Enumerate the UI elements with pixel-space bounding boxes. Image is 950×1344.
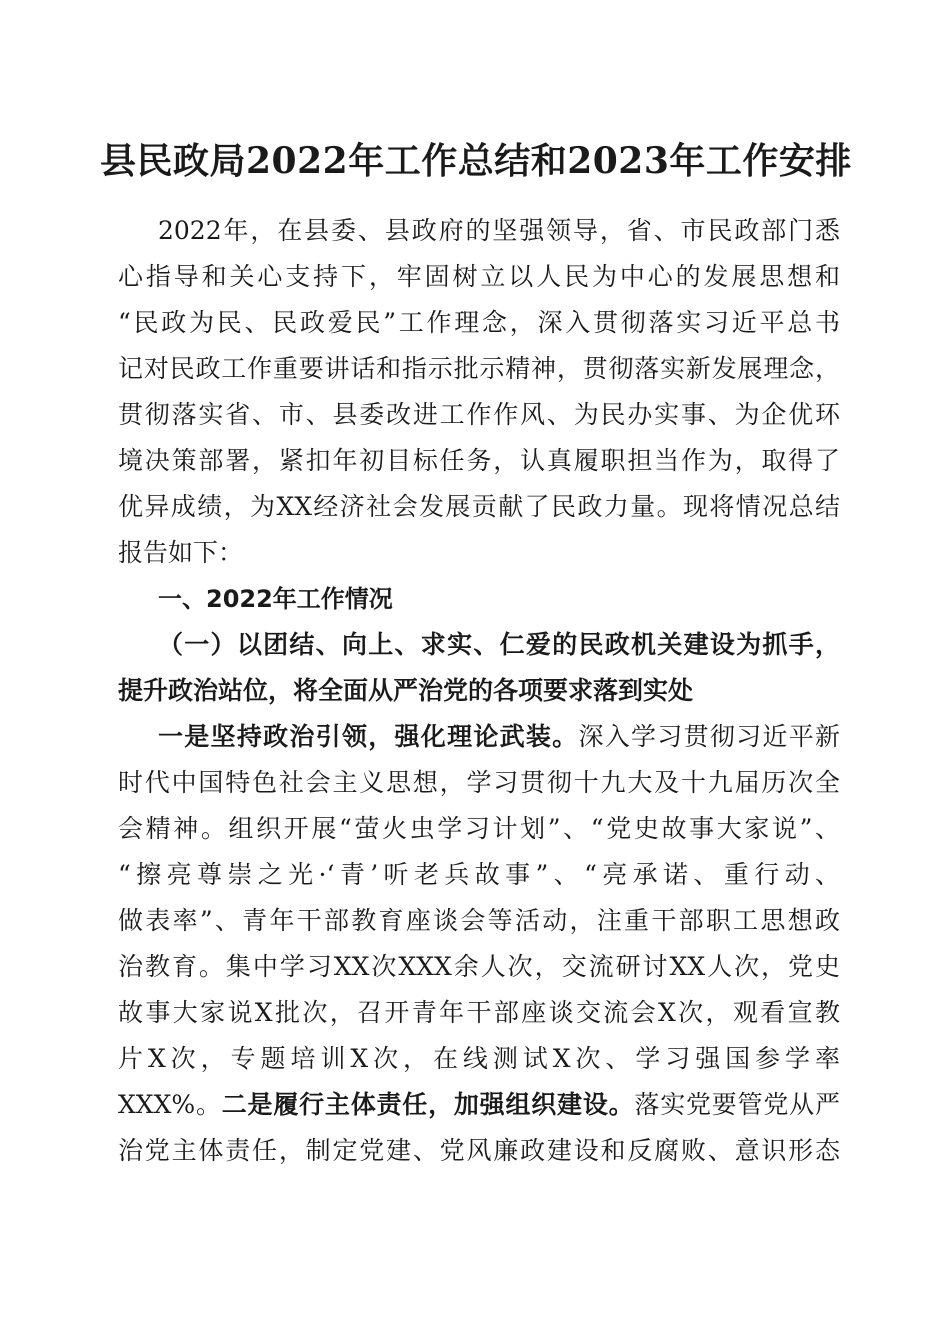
subsection-heading-line: 提升政治站位，将全面从严治党的各项要求落到实处 bbox=[118, 676, 694, 705]
subsection-heading-line: （一）以团结、向上、求实、仁爱的民政机关建设为抓手， bbox=[158, 630, 840, 659]
para-line: 做表率”、青年干部教育座谈会等活动，注重干部职工思想政 bbox=[118, 906, 840, 935]
document-body bbox=[118, 208, 840, 1174]
section-heading: 一、2022年工作情况 bbox=[158, 585, 393, 613]
para-text: XXX%。 bbox=[118, 1090, 222, 1119]
intro-line: 境决策部署，紧扣年初目标任务，认真履职担当作为，取得了 bbox=[118, 446, 840, 475]
intro-line: 2022年，在县委、县政府的坚强领导，省、市民政部门悉 bbox=[158, 216, 840, 245]
para-line: 时代中国特色社会主义思想，学习贯彻十九大及十九届历次全 bbox=[118, 768, 840, 797]
intro-line: 贯彻落实省、市、县委改进工作作风、为民办实事、为企优环 bbox=[118, 400, 840, 429]
para-lead: 二是履行主体责任，加强组织建设。 bbox=[221, 1090, 635, 1119]
para-text: 落实党要管党从严 bbox=[634, 1090, 840, 1119]
para-line: 治教育。集中学习XX次XXX余人次，交流研讨XX人次，党史 bbox=[118, 952, 840, 981]
para-line: 治党主体责任，制定党建、党风廉政建设和反腐败、意识形态 bbox=[118, 1136, 840, 1165]
para-line: 故事大家说X批次，召开青年干部座谈交流会X次，观看宣教 bbox=[118, 998, 840, 1027]
document-title: 县民政局2022年工作总结和2023年工作安排 bbox=[100, 140, 852, 182]
para-line: 会精神。组织开展“萤火虫学习计划”、“党史故事大家说”、 bbox=[118, 814, 840, 843]
intro-line: 记对民政工作重要讲话和指示批示精神，贯彻落实新发展理念， bbox=[118, 354, 840, 383]
intro-line: 优异成绩，为XX经济社会发展贡献了民政力量。现将情况总结 bbox=[118, 492, 840, 521]
para-line: 片X次，专题培训X次，在线测试X次、学习强国参学率 bbox=[118, 1044, 840, 1073]
intro-line: 报告如下： bbox=[118, 538, 244, 567]
para-lead: 一是坚持政治引领，强化理论武装。 bbox=[158, 722, 579, 751]
para-line bbox=[118, 714, 840, 760]
intro-line: “民政为民、民政爱民”工作理念，深入贯彻落实习近平总书 bbox=[118, 308, 840, 337]
para-text: 深入学习贯彻习近平新 bbox=[578, 722, 840, 751]
para-line: “擦亮尊崇之光·‘青’听老兵故事”、“亮承诺、重行动、 bbox=[118, 860, 840, 889]
intro-line: 心指导和关心支持下，牢固树立以人民为中心的发展思想和 bbox=[118, 262, 840, 291]
para-line bbox=[118, 1082, 840, 1128]
